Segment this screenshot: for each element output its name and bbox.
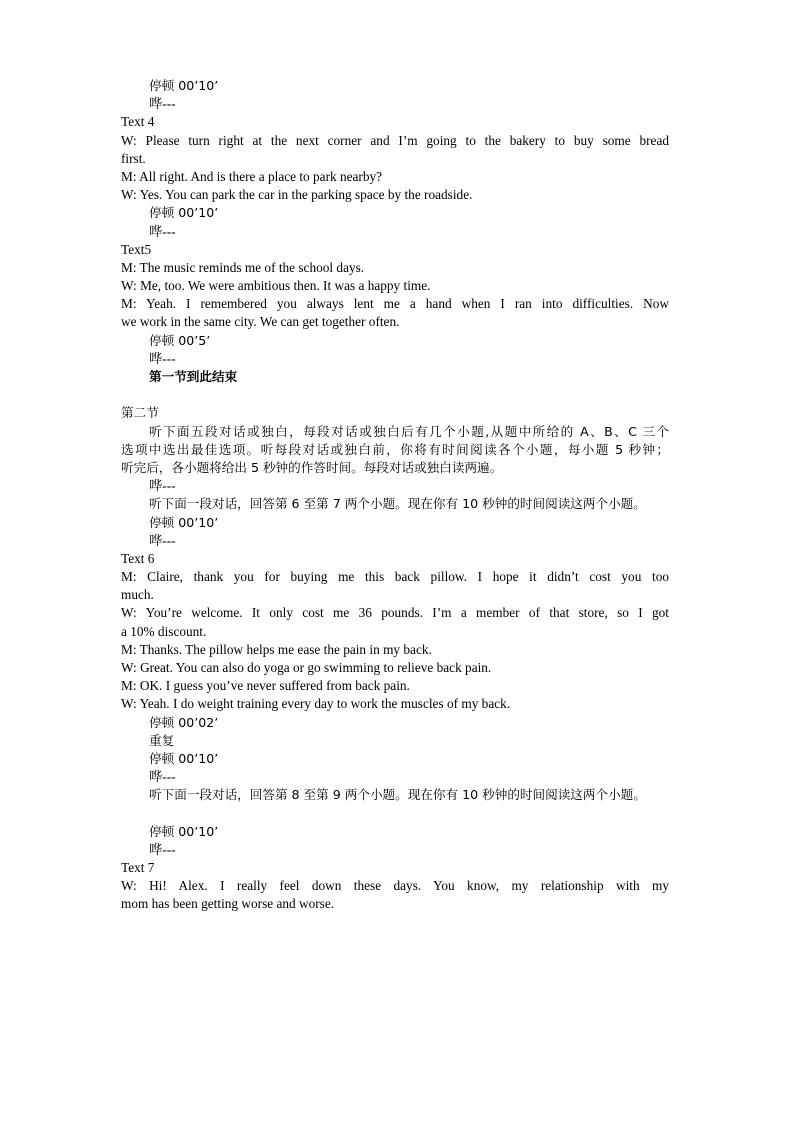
dialogue-line: mom has been getting worse and worse. (121, 896, 335, 912)
pause-marker: 停顿 00’10’ (149, 205, 219, 221)
pause-marker: 停顿 00’10’ (149, 78, 219, 93)
section-heading: 第二节 (121, 405, 159, 421)
beep-marker: 哗--- (149, 769, 176, 785)
repeat-marker: 重复 (149, 732, 175, 748)
dialogue-line: M: Claire, thank you for buying me this back pillow. I hope it didn’t cost you too (121, 569, 669, 585)
dialogue-line: W: Yes. You can park the car in the parking space by the roadside. (121, 187, 473, 203)
beep-marker: 哗--- (149, 841, 176, 857)
beep-marker: 哗--- (149, 532, 176, 548)
pause-marker: 停顿 00’10’ (149, 750, 219, 766)
dialogue-line: W: Hi! Alex. I really feel down these days. You know, my relationship with my (121, 878, 669, 894)
text-heading: Text5 (121, 241, 152, 257)
dialogue-line: W: Great. You can also do yoga or go swimming to relieve back pain. (121, 660, 492, 675)
dialogue-line: W: Please turn right at the next corner and I’m going to the bakery to buy some bread (121, 132, 669, 148)
spacer (121, 386, 669, 404)
dialogue-line: W: Me, too. We were ambitious then. It was a happy time. (121, 278, 431, 294)
dialogue-line: we work in the same city. We can get together often. (121, 314, 400, 330)
dialogue-line: a 10% discount. (121, 623, 207, 639)
dialogue-line: M: Yeah. I remembered you always lent me a hand when I ran into difficulties. Now (121, 296, 669, 312)
document-page (121, 77, 669, 914)
dialogue-line: M: The music reminds me of the school days. (121, 259, 365, 275)
dialogue-line: M: Thanks. The pillow helps me ease the pain in my back. (121, 641, 432, 657)
text-heading: Text 7 (121, 860, 155, 876)
beep-marker: 哗--- (149, 96, 176, 112)
beep-marker: 哗--- (149, 223, 176, 239)
pause-marker: 停顿 00’10’ (149, 823, 219, 839)
dialogue-line: W: You’re welcome. It only cost me 36 pounds. I’m a member of that store, so I got (121, 605, 669, 621)
spacer (121, 805, 669, 823)
pause-marker: 停顿 00’5’ (149, 332, 211, 348)
dialogue-line: first. (121, 150, 146, 166)
text-heading: Text 6 (121, 550, 155, 566)
instruction-line: 选项中选出最佳选项。听每段对话或独白前，你将有时间阅读各个小题，每小题 5 秒钟； (121, 441, 669, 457)
instruction-line: 听下面五段对话或独白，每段对话或独白后有几个小题,从题中所给的 A、B、C 三个 (149, 423, 669, 439)
instruction-line: 听下面一段对话，回答第 6 至第 7 两个小题。现在你有 10 秒钟的时间阅读这两个小题。 (149, 496, 646, 512)
instruction-line: 听完后，各小题将给出 5 秒钟的作答时间。每段对话或独白读两遍。 (121, 459, 503, 475)
section-end-note: 第一节到此结束 (149, 369, 238, 384)
text-heading: Text 4 (121, 114, 155, 130)
dialogue-line: M: All right. And is there a place to park nearby? (121, 168, 383, 184)
pause-marker: 停顿 00’10’ (149, 514, 219, 530)
instruction-line: 听下面一段对话，回答第 8 至第 9 两个小题。现在你有 10 秒钟的时间阅读这两个小题。 (149, 787, 646, 803)
dialogue-line: M: OK. I guess you’ve never suffered from back pain. (121, 678, 410, 694)
beep-marker: 哗--- (149, 478, 176, 494)
dialogue-line: much. (121, 587, 154, 603)
beep-marker: 哗--- (149, 350, 176, 366)
pause-marker: 停顿 00’02’ (149, 714, 219, 730)
dialogue-line: W: Yeah. I do weight training every day to work the muscles of my back. (121, 696, 511, 712)
